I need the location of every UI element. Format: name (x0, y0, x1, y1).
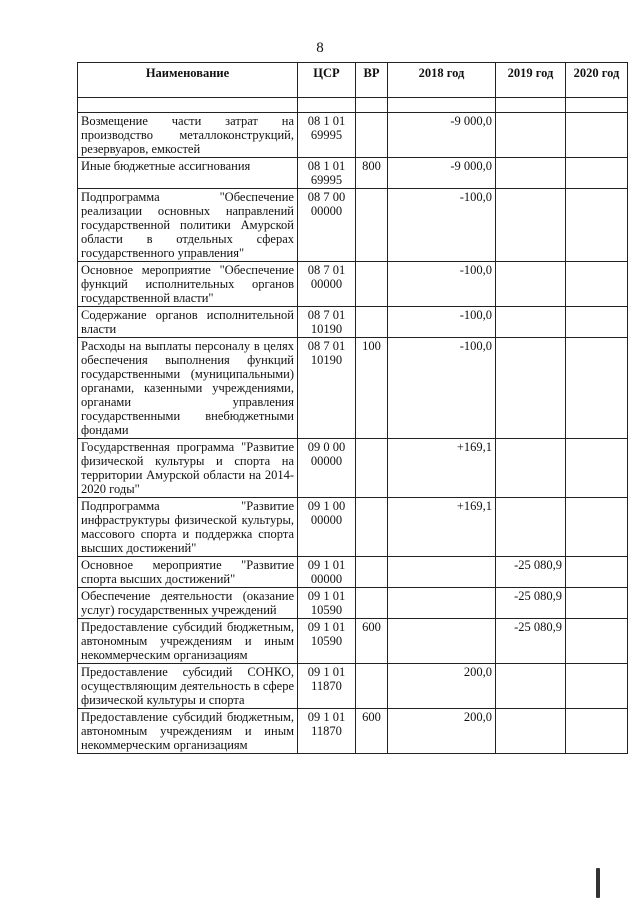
table-row (78, 158, 628, 189)
cell-vr (356, 189, 388, 262)
cell-name: Предоставление субсидий бюджетным, автономным учреждениям и иным некоммерческим организациям (78, 619, 298, 664)
table-header-row (78, 63, 628, 98)
cell-csr: 09 1 01 00000 (298, 557, 356, 588)
header-2020: 2020 год (566, 63, 628, 98)
cell-vr: 600 (356, 709, 388, 754)
cell-name: Подпрограмма "Обеспечение реализации основных направлений государственной политики Амурской области в отдельных сферах государственного управления" (78, 189, 298, 262)
cell-csr: 08 7 00 00000 (298, 189, 356, 262)
cell-name: Содержание органов исполнительной власти (78, 307, 298, 338)
cell-name: Подпрограмма "Развитие инфраструктуры физической культуры, массового спорта и поддержка спорта высших достижений" (78, 498, 298, 557)
cell-2019: -25 080,9 (496, 619, 566, 664)
cell-vr (356, 439, 388, 498)
cell-2020 (566, 113, 628, 158)
table-row (78, 664, 628, 709)
cell-2018: -9 000,0 (388, 113, 496, 158)
cell-name: Государственная программа "Развитие физической культуры и спорта на территории Амурской области на 2014-2020 годы" (78, 439, 298, 498)
cell-csr: 08 1 01 69995 (298, 113, 356, 158)
cell-vr: 100 (356, 338, 388, 439)
cell-2018: 200,0 (388, 709, 496, 754)
cell-vr (356, 262, 388, 307)
cell-2019: -25 080,9 (496, 557, 566, 588)
cell-2020 (566, 498, 628, 557)
cell-2019 (496, 113, 566, 158)
cell-2020 (566, 664, 628, 709)
cell-csr: 08 7 01 10190 (298, 338, 356, 439)
table-row (78, 113, 628, 158)
cell-csr: 09 1 01 11870 (298, 709, 356, 754)
cell-2020 (566, 588, 628, 619)
cell-csr: 09 1 00 00000 (298, 498, 356, 557)
table-row (78, 439, 628, 498)
table-row (78, 262, 628, 307)
table-row (78, 498, 628, 557)
cell-2020 (566, 439, 628, 498)
table-row (78, 588, 628, 619)
cell-2018: -100,0 (388, 262, 496, 307)
table-row (78, 619, 628, 664)
cell-vr: 800 (356, 158, 388, 189)
cell-2018 (388, 619, 496, 664)
cell-vr (356, 307, 388, 338)
cell-csr: 09 1 01 10590 (298, 588, 356, 619)
cell-csr: 09 1 01 10590 (298, 619, 356, 664)
cell-vr (356, 557, 388, 588)
cell-2019 (496, 307, 566, 338)
cell-2020 (566, 709, 628, 754)
header-name: Наименование (78, 63, 298, 98)
cell-2018 (388, 557, 496, 588)
header-vr: ВР (356, 63, 388, 98)
cell-2018 (388, 588, 496, 619)
table-row (78, 709, 628, 754)
cell-csr: 08 7 01 10190 (298, 307, 356, 338)
cell-csr: 09 1 01 11870 (298, 664, 356, 709)
cell-2020 (566, 262, 628, 307)
cell-2020 (566, 557, 628, 588)
cell-2018: -100,0 (388, 307, 496, 338)
cell-name: Основное мероприятие "Обеспечение функций исполнительных органов государственной власти" (78, 262, 298, 307)
margin-pen-mark (596, 868, 600, 898)
cell-2019 (496, 338, 566, 439)
table-row (78, 189, 628, 262)
cell-2019 (496, 664, 566, 709)
cell-name: Расходы на выплаты персоналу в целях обеспечения выполнения функций государственными (муниципальными) органами, казенными учреждениями, органами управления государственными внебюджетными фондами (78, 338, 298, 439)
cell-2018: -9 000,0 (388, 158, 496, 189)
cell-vr (356, 113, 388, 158)
cell-vr (356, 588, 388, 619)
cell-2019 (496, 709, 566, 754)
cell-name: Возмещение части затрат на производство металлоконструкций, резервуаров, емкостей (78, 113, 298, 158)
cell-name: Предоставление субсидий бюджетным, автономным учреждениям и иным некоммерческим организациям (78, 709, 298, 754)
cell-2019 (496, 498, 566, 557)
header-2018: 2018 год (388, 63, 496, 98)
cell-2018: +169,1 (388, 498, 496, 557)
cell-2020 (566, 307, 628, 338)
table-row (78, 338, 628, 439)
cell-name: Иные бюджетные ассигнования (78, 158, 298, 189)
cell-csr: 08 1 01 69995 (298, 158, 356, 189)
cell-2020 (566, 619, 628, 664)
cell-csr: 09 0 00 00000 (298, 439, 356, 498)
cell-2020 (566, 338, 628, 439)
cell-2018: 200,0 (388, 664, 496, 709)
cell-2019 (496, 158, 566, 189)
table-row (78, 557, 628, 588)
page-number: 8 (316, 40, 324, 56)
cell-2019 (496, 439, 566, 498)
budget-table (77, 62, 628, 754)
header-2019: 2019 год (496, 63, 566, 98)
cell-2019: -25 080,9 (496, 588, 566, 619)
cell-vr (356, 498, 388, 557)
cell-name: Обеспечение деятельности (оказание услуг) государственных учреждений (78, 588, 298, 619)
cell-2019 (496, 262, 566, 307)
cell-vr: 600 (356, 619, 388, 664)
table-row (78, 307, 628, 338)
cell-2018: -100,0 (388, 189, 496, 262)
cell-vr (356, 664, 388, 709)
cell-2018: -100,0 (388, 338, 496, 439)
cell-name: Основное мероприятие "Развитие спорта высших достижений" (78, 557, 298, 588)
cell-2019 (496, 189, 566, 262)
cell-2018: +169,1 (388, 439, 496, 498)
cell-csr: 08 7 01 00000 (298, 262, 356, 307)
cell-name: Предоставление субсидий СОНКО, осуществляющим деятельность в сфере физической культуры и спорта (78, 664, 298, 709)
cell-2020 (566, 158, 628, 189)
cell-2020 (566, 189, 628, 262)
header-csr: ЦСР (298, 63, 356, 98)
header-spacer-row (78, 98, 628, 113)
